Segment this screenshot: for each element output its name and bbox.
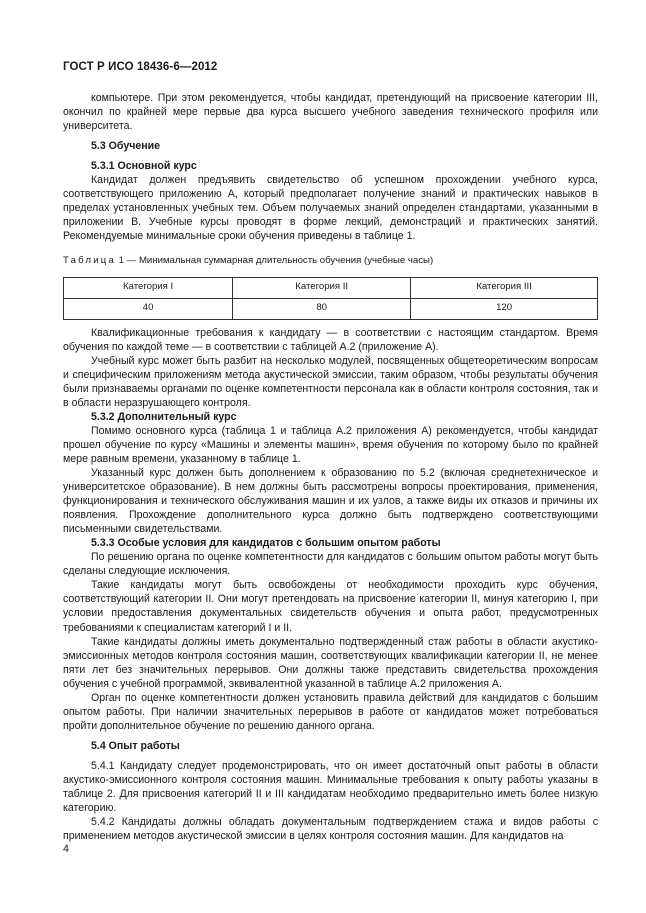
table-1-caption-text: 1 — Минимальная суммарная длительность обучения (учебные часы) [116, 255, 434, 267]
section-5-3-3-paragraph-4: Орган по оценке компетентности должен установить правила действий для кандидатов с большим опытом работы. При наличии значительных перерывов в работе от кандидатов может потребоваться пройти дополнительное обучение по решению данного органа. [63, 691, 598, 732]
table-1-header-cat-2: Категория II [233, 277, 411, 298]
table-1-value-cat-2: 80 [233, 298, 411, 319]
section-5-3-3-paragraph-3: Такие кандидаты должны иметь документально подтвержденный стаж работы в области акустико-эмиссионных методов контроля состояния машин, соответствующих квалификации категории II, не менее пяти лет без значительных перерывов. Они должны также представить свидетельства прохождения обучения с учебной программой, эквивалентной указанной в таблице А.2 приложения А. [63, 635, 598, 690]
section-5-3-2-paragraph-2: Указанный курс должен быть дополнением к образованию по 5.2 (включая среднетехническое и университетское образование). В нем должны быть рассмотрены вопросы проектирования, применения, функционирования и технического обслуживания машин и их узлов, а также виды их отказов и причины их появления. Прохождение дополнительного курса должно быть подтверждено соответствующими письменными свидетельствами. [63, 466, 598, 536]
section-5-3-3-heading: 5.3.3 Особые условия для кандидатов с большим опытом работы [91, 537, 441, 550]
section-5-3-1-heading: 5.3.1 Основной курс [91, 160, 197, 173]
section-5-4-heading: 5.4 Опыт работы [91, 739, 180, 752]
section-5-3-2-heading: 5.3.2 Дополнительный курс [91, 410, 237, 423]
section-5-3-1-paragraph: Кандидат должен предъявить свидетельство об успешном прохождении учебного курса, соответствующего приложению А, который предполагает получение знаний и практических навыков в пределах установленных учебных тем. Объем получаемых знаний определен стандартами, указанными в приложении В. Учебные курсы проводят в форме лекций, демонстраций и практических занятий. Рекомендуемые минимальные сроки обучения приведены в таблице 1. [63, 174, 598, 243]
modules-paragraph: Учебный курс может быть разбит на несколько модулей, посвященных общетеоретическим вопросам и специфическим приложениям метода акустической эмиссии, таким образом, чтобы результаты обучения были признаваемы органами по оценке компетентности персонала как в области контроля состояния, так и в области неразрушающего контроля. [63, 354, 598, 409]
section-5-3-2-paragraph-1: Помимо основного курса (таблица 1 и таблица А.2 приложения А) рекомендуется, чтобы кандидат прошел обучение по курсу «Машины и элементы машин», время обучения по которому было по крайней мере равным времени, указанному в таблице 1. [63, 424, 598, 465]
intro-paragraph: компьютере. При этом рекомендуется, чтобы кандидат, претендующий на присвоение категории III, окончил по крайней мере первые два курса высшего учебного заведения технического профиля или университета. [63, 92, 598, 133]
qualification-paragraph: Квалификационные требования к кандидату — в соответствии с настоящим стандартом. Время обучения по каждой теме — в соответствии с таблицей А.2 (приложение А). [63, 326, 598, 353]
table-1-value-cat-3: 120 [411, 298, 598, 319]
document-header: ГОСТ Р ИСО 18436-6—2012 [63, 61, 218, 73]
table-1-value-cat-1: 40 [64, 298, 233, 319]
page-number: 4 [63, 843, 69, 855]
table-1 [63, 277, 598, 320]
section-5-3-heading: 5.3 Обучение [91, 140, 161, 153]
section-5-4-2-paragraph: 5.4.2 Кандидаты должны обладать документальным подтверждением стажа и видов работы с применением методов акустической эмиссии в целях контроля состояния машин. Для кандидатов на [63, 816, 598, 843]
section-5-4-1-paragraph: 5.4.1 Кандидату следует продемонстрировать, что он имеет достаточный опыт работы в области акустико-эмиссионного контроля состояния машин. Минимальные требования к опыту работы указаны в таблице 2. Для присвоения категорий II и III кандидатам необходимо предварительно иметь более низкую категорию. [63, 759, 598, 815]
table-1-caption-label: Таблица [63, 255, 117, 267]
document-body [63, 91, 598, 843]
table-1-caption [63, 254, 598, 268]
table-1-header-cat-1: Категория I [64, 277, 233, 298]
section-5-3-3-paragraph-1: По решению органа по оценке компетентности для кандидатов с большим опытом работы могут быть сделаны следующие исключения. [63, 551, 598, 578]
section-5-3-3-paragraph-2: Такие кандидаты могут быть освобождены от необходимости проходить курс обучения, соответствующий категории II. Они могут претендовать на присвоение категории II, минуя категорию I, при условии предоставления документальных свидетельств обучения и опыта работ, предусмотренных требованиями к специалистам категорий I и II. [63, 579, 598, 634]
table-1-value-row [64, 298, 598, 319]
table-1-header-row [64, 277, 598, 298]
table-1-header-cat-3: Категория III [411, 277, 598, 298]
